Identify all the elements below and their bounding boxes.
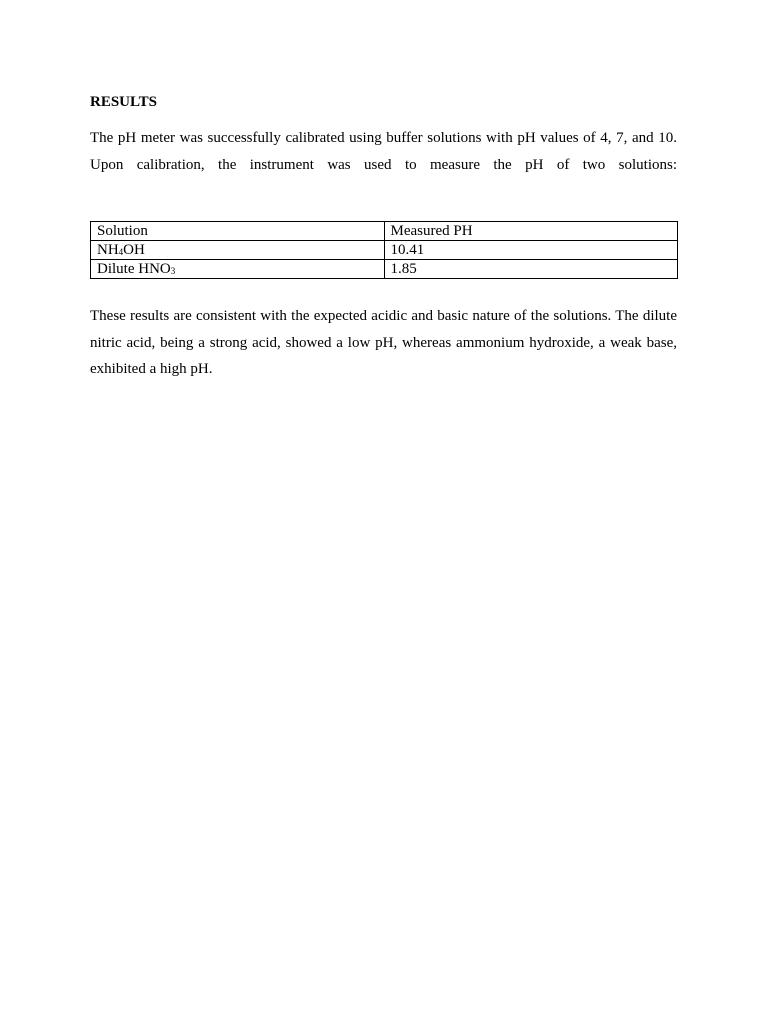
intro-paragraph bbox=[90, 125, 677, 178]
table-cell-solution bbox=[91, 260, 385, 279]
table-header-measured-ph: Measured PH bbox=[384, 222, 678, 241]
formula-suffix: OH bbox=[123, 242, 145, 258]
table-cell-value: 1.85 bbox=[384, 260, 678, 279]
table-row bbox=[91, 241, 678, 260]
table-cell-value: 10.41 bbox=[384, 241, 678, 260]
formula-prefix: Dilute HNO bbox=[97, 261, 171, 277]
intro-line-2: Upon calibration, the instrument was used to measure the pH of two solutions: bbox=[90, 156, 677, 173]
formula-subscript: 4 bbox=[118, 247, 124, 257]
section-heading: RESULTS bbox=[90, 94, 157, 110]
table-row bbox=[91, 260, 678, 279]
discussion-paragraph: These results are consistent with the expected acidic and basic nature of the solutions. The dilute nitric acid, being a strong acid, showed a low pH, whereas ammonium hydroxide, a weak base, exhibited a high pH. bbox=[90, 308, 677, 377]
results-table bbox=[90, 221, 678, 279]
formula-prefix: NH bbox=[97, 242, 119, 258]
table-cell-solution bbox=[91, 241, 385, 260]
table-header-row bbox=[91, 222, 678, 241]
formula-subscript: 3 bbox=[170, 266, 176, 276]
intro-line-1: The pH meter was successfully calibrated using buffer solutions with pH values of 4, 7, and 10. bbox=[90, 130, 677, 146]
table-header-solution: Solution bbox=[91, 222, 385, 241]
